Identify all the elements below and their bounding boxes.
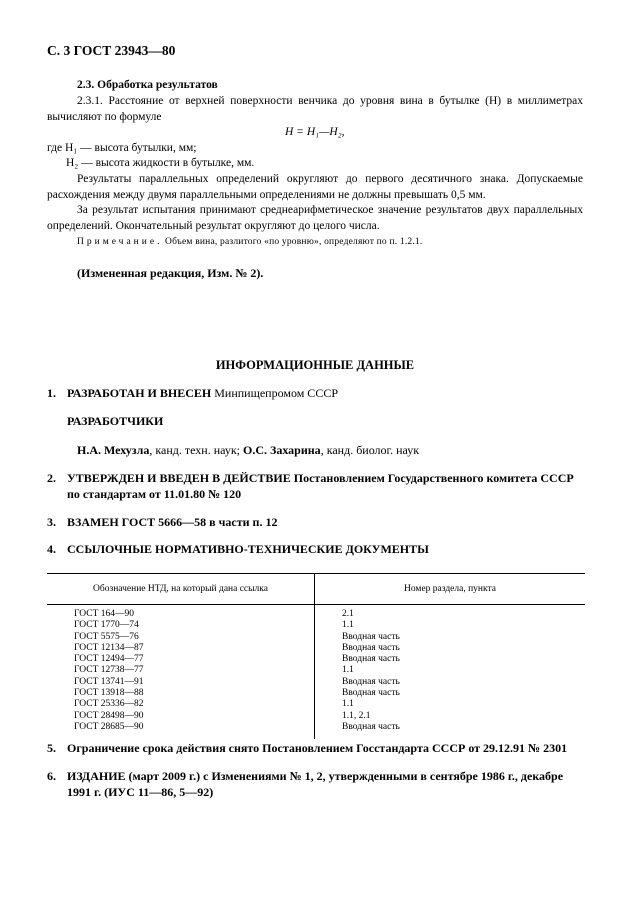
table-cell-ntd: ГОСТ 12494—77	[47, 654, 315, 665]
section-heading: 2.3. Обработка результатов	[77, 79, 218, 91]
table-row	[47, 620, 585, 631]
table-cell-section: Вводная часть	[342, 721, 400, 732]
note	[77, 237, 422, 247]
table-row	[47, 722, 585, 739]
table-cell-section: Вводная часть	[342, 631, 400, 642]
paragraph-rounding: Результаты параллельных определений округляют до первого десятичного знака. Допускаемые расхождения между двумя параллельными определениями не должны превышать 0,5 мм.	[47, 173, 583, 201]
developers-title: РАЗРАБОТЧИКИ	[67, 414, 164, 428]
note-text: Объем вина, разлитого «по уровню», определяют по п. 1.2.1.	[165, 237, 423, 247]
table-cell-section: 1.1	[342, 665, 354, 676]
item-number: 2.	[47, 471, 56, 485]
table-row	[47, 665, 585, 676]
table-cell-ntd: ГОСТ 12738—77	[47, 665, 315, 676]
table-cell-section: 1.1	[342, 620, 354, 631]
table-cell-section: Вводная часть	[342, 654, 400, 665]
item-bold: ИЗДАНИЕ	[67, 769, 126, 783]
developers-list	[77, 443, 419, 458]
reference-documents-table	[47, 573, 585, 739]
developer-name: О.С. Захарина	[243, 443, 321, 457]
item-number: 1.	[47, 386, 56, 400]
column-header-section: Номер раздела, пункта	[315, 574, 586, 605]
table-row	[47, 643, 585, 654]
table-cell-ntd: ГОСТ 164—90	[47, 605, 315, 621]
edition-note: (Измененная редакция, Изм. № 2).	[77, 266, 264, 280]
table-cell-section: Вводная часть	[342, 676, 400, 687]
table-cell-ntd: ГОСТ 28498—90	[47, 711, 315, 722]
where-h1: где H₁ — высота бутылки, мм;	[47, 142, 197, 154]
table-cell-ntd: ГОСТ 5575—76	[47, 632, 315, 643]
developer-degree: , канд. техн. наук;	[149, 443, 243, 457]
table-row	[47, 654, 585, 665]
table-cell-ntd: ГОСТ 25336—82	[47, 699, 315, 710]
item-text: ССЫЛОЧНЫЕ НОРМАТИВНО-ТЕХНИЧЕСКИЕ ДОКУМЕНТЫ	[67, 542, 429, 556]
item-number: 3.	[47, 515, 56, 529]
table-row	[47, 688, 585, 699]
table-row	[47, 677, 585, 688]
table-cell-section: Вводная часть	[342, 688, 400, 699]
table-row	[47, 632, 585, 643]
table-row	[47, 711, 585, 722]
paragraph-result: За результат испытания принимают среднеарифметическое значение результатов двух параллельных определений. Окончательный результат округляют до целого числа.	[47, 204, 583, 232]
formula: H = H₁—H₂,	[285, 126, 345, 138]
column-header-ntd: Обозначение НТД, на который дана ссылка	[47, 574, 315, 605]
item-number: 6.	[47, 769, 56, 783]
table-cell-ntd: ГОСТ 13741—91	[47, 677, 315, 688]
where-h2: H₂ — высота жидкости в бутылке, мм.	[66, 157, 255, 169]
item-text: ВЗАМЕН ГОСТ 5666—58 в части п. 12	[67, 515, 278, 529]
table-cell-section: Вводная часть	[342, 642, 400, 653]
table-cell-ntd: ГОСТ 1770—74	[47, 620, 315, 631]
table-cell-ntd: ГОСТ 28685—90	[47, 722, 315, 739]
table-row	[47, 699, 585, 710]
item-bold: УТВЕРЖДЕН И ВВЕДЕН В ДЕЙСТВИЕ	[67, 471, 291, 485]
developer-name: Н.А. Мехузла	[77, 443, 150, 457]
table-cell-ntd: ГОСТ 12134—87	[47, 643, 315, 654]
item-number: 4.	[47, 542, 56, 556]
item-bold: РАЗРАБОТАН И ВНЕСЕН	[67, 386, 212, 400]
table-row	[47, 605, 585, 621]
info-title: ИНФОРМАЦИОННЫЕ ДАННЫЕ	[215, 358, 415, 372]
item-number: 5.	[47, 741, 56, 755]
item-text: (март 2009 г.) с Изменениями № 1, 2, утвержденными в сентябре 1986 г., декабре 1991 г. (ИУС 11—86, 5—92)	[67, 769, 564, 799]
developer-degree: , канд. биолог. наук	[320, 443, 420, 457]
item-text: Ограничение срока действия снято Постановлением Госстандарта СССР от 29.12.91 № 2301	[67, 741, 568, 755]
table-cell-section: 1.1, 2.1	[342, 710, 371, 721]
table-cell-section: 2.1	[342, 609, 354, 619]
note-label: Примечание.	[77, 237, 163, 247]
item-text: Постановлением Государственного комитета СССР по стандартам от 11.01.80 № 120	[67, 471, 574, 501]
paragraph-formula-intro: 2.3.1. Расстояние от верхней поверхности венчика до уровня вина в бутылке (H) в миллиметрах вычисляют по формуле	[47, 95, 583, 123]
table-cell-section: 1.1	[342, 699, 354, 710]
table-cell-ntd: ГОСТ 13918—88	[47, 688, 315, 699]
item-text: Минпищепромом СССР	[211, 386, 338, 400]
table-header-row	[47, 574, 585, 605]
page-header: С. 3 ГОСТ 23943—80	[47, 43, 176, 58]
